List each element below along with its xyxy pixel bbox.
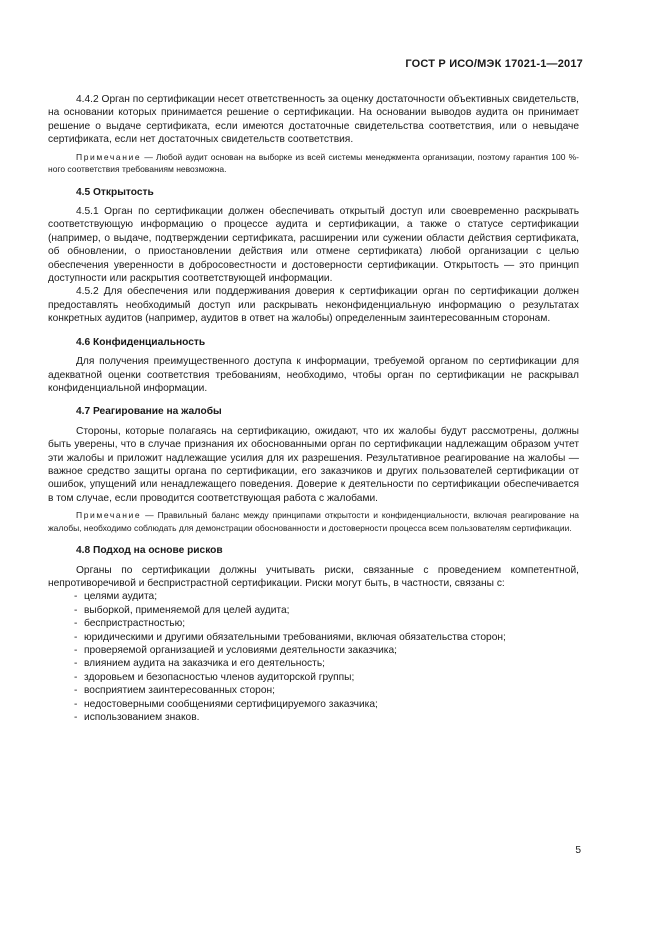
list-item: - проверяемой организацией и условиями деятельности заказчика; [48, 644, 579, 657]
note-label: Примечание [76, 510, 142, 521]
list-item: - восприятием заинтересованных сторон; [48, 684, 579, 697]
list-item: - выборкой, применяемой для целей аудита; [48, 604, 579, 617]
clause-4-6: Для получения преимущественного доступа к информации, требуемой органом по сертификации для адекватной оценки соответствия требованиям, необходимо, чтобы орган по сертификации не раскрывал конфиденциальной информации. [48, 356, 579, 394]
clause-4-8: Органы по сертификации должны учитывать риски, связанные с проведением компетентной, непротиворечивой и беспристрастной сертификации. Риски могут быть, в частности, связаны с: [48, 564, 579, 589]
heading-4-6: 4.6 Конфиденциальность [76, 336, 206, 348]
note-text: — Правильный баланс между принципами открытости и конфиденциальности, включая реагирование на жалобы, необходимо соблюдать для демонстрации обоснованности и достоверности процесса всем пользователям сертификации. [48, 510, 579, 533]
clause-4-5-2: 4.5.2 Для обеспечения или поддерживания доверия к сертификации орган по сертификации должен предоставлять необходимый доступ или раскрывать неконфиденциальную информацию о результатах конкретных аудитов (например, аудитов в ответ на жалобы) определенным заинтересованным сторонам. [48, 286, 579, 325]
list-item: - здоровьем и безопасностью членов аудиторской группы; [48, 671, 579, 684]
heading-4-7: 4.7 Реагирование на жалобы [76, 406, 222, 418]
standard-code-header: ГОСТ Р ИСО/МЭК 17021-1—2017 [405, 58, 583, 70]
note-1 [48, 151, 579, 176]
list-item: - недостоверными сообщениями сертифицируемого заказчика; [48, 698, 579, 711]
note-label: Примечание [76, 151, 142, 162]
clause-4-7: Стороны, которые полагаясь на сертификацию, ожидают, что их жалобы будут рассмотрены, должны быть уверены, что в случае признания их обоснованными орган по сертификации надлежащим образом учтет эти жалобы и приложит надлежащие усилия для их разрешения. Результативное реагирование на жалобы — важное средство защиты органа по сертификации, его заказчиков и других пользователей сертификации от ошибок, упущений или ненадлежащего поведения. Доверие к деятельности по сертификации обеспечивается в том случае, если проводится соответствующая работа с жалобами. [48, 425, 579, 504]
clause-4-5-1: 4.5.1 Орган по сертификации должен обеспечивать открытый доступ или своевременно раскрывать соответствующую информацию о процессе аудита и сертификации, а также о статусе сертификации (например, о выдаче, подтверждении сертификата, расширении или сужении области действия сертификата, об обновлении, о приостановлении действия или отмене сертификата) любой организации с целью обеспечения уверенности в добросовестности и достоверности сертификации. Открытость — это принцип доступности или раскрытия соответствующей информации. [48, 206, 579, 285]
list-item: - целями аудита; [48, 590, 579, 603]
heading-4-8: 4.8 Подход на основе рисков [76, 545, 223, 557]
list-item: - влиянием аудита на заказчика и его деятельность; [48, 657, 579, 670]
list-item: - использованием знаков. [48, 711, 579, 724]
page-number: 5 [575, 845, 581, 856]
heading-4-5: 4.5 Открытость [76, 186, 154, 198]
note-2 [48, 509, 579, 534]
clause-4-4-2: 4.4.2 Орган по сертификации несет ответственность за оценку достаточности объективных свидетельств, на основании которых принимается решение о сертификации. На основании выводов аудита он принимает решение о выдаче сертификата, если имеются достаточные свидетельства соответствия, или о невыдаче сертификата, если нет достаточных свидетельств соответствия. [48, 94, 579, 146]
page-content [48, 93, 579, 724]
risk-list [48, 590, 579, 724]
list-item: - беспристрастностью; [48, 617, 579, 630]
list-item: - юридическими и другими обязательными требованиями, включая обязательства сторон; [48, 631, 579, 644]
note-text: — Любой аудит основан на выборке из всей системы менеджмента организации, поэтому гарантия 100 %-ного соответствия требованиям невозможна. [48, 151, 579, 175]
